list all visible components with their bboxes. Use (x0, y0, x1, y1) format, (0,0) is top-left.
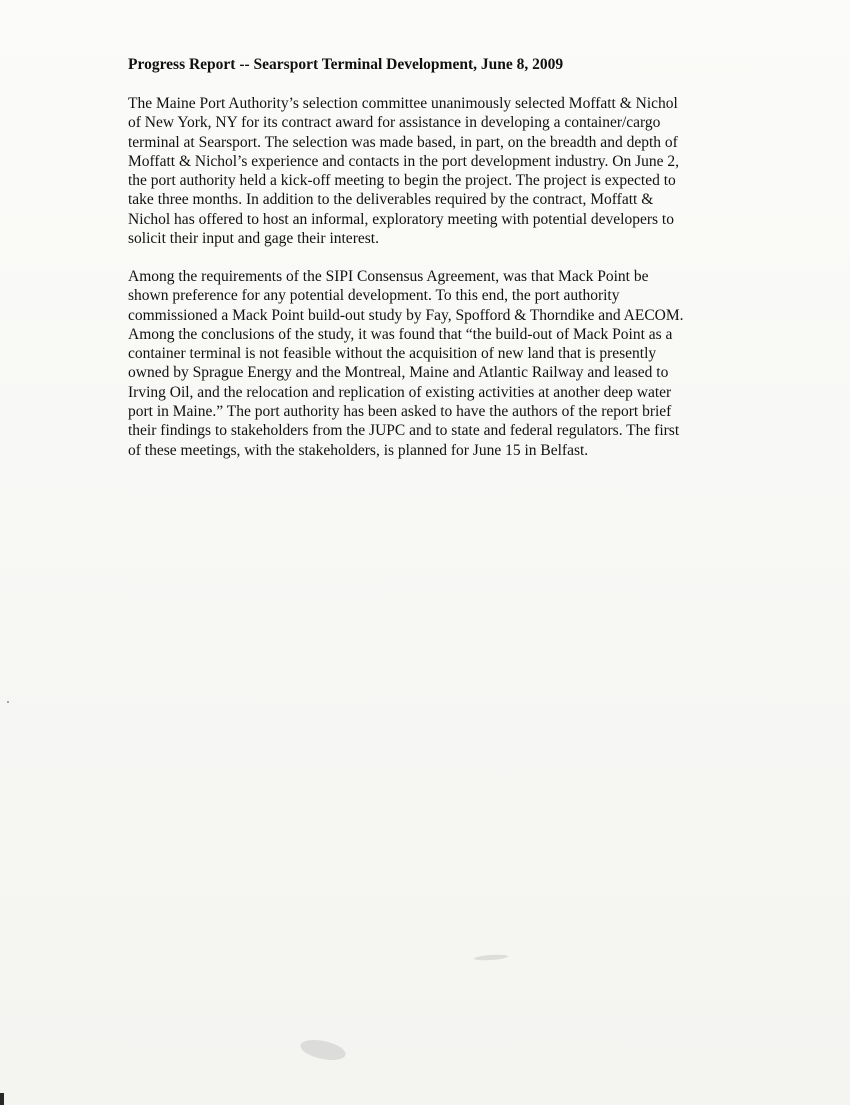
paragraph-line: owned by Sprague Energy and the Montreal, Maine and Atlantic Railway and leased to (128, 364, 669, 382)
paragraph-selection-committee (128, 94, 728, 248)
paragraph-line: Moffatt & Nichol’s experience and contacts in the port development industry. On June 2, (128, 152, 679, 170)
document-title: Progress Report -- Searsport Terminal Development, June 8, 2009 (128, 56, 564, 73)
paragraph-line: Among the requirements of the SIPI Consensus Agreement, was that Mack Point be (128, 268, 649, 285)
paragraph-line: Among the conclusions of the study, it was found that “the build-out of Mack Point as a (128, 325, 673, 343)
paragraph-line: take three months. In addition to the deliverables required by the contract, Moffatt & (128, 191, 654, 209)
paragraph-line: port in Maine.” The port authority has been asked to have the authors of the report brief (128, 403, 672, 421)
paragraph-line: container terminal is not feasible without the acquisition of new land that is presently (128, 345, 657, 363)
paragraph-line: shown preference for any potential development. To this end, the port authority (128, 287, 620, 305)
scan-edge-mark (0, 1093, 4, 1105)
paragraph-line: solicit their input and gage their interest. (128, 230, 379, 248)
paragraph-line: commissioned a Mack Point build-out study by Fay, Spofford & Thorndike and AECOM. (128, 306, 684, 324)
paragraph-line: terminal at Searsport. The selection was made based, in part, on the breadth and depth of (128, 133, 678, 151)
paragraph-line: Irving Oil, and the relocation and replication of existing activities at another deep water (128, 383, 672, 401)
scan-speck (7, 701, 9, 703)
scan-smudge (474, 954, 508, 961)
paragraph-line: the port authority held a kick-off meeting to begin the project. The project is expected to (128, 172, 676, 190)
paragraph-line: The Maine Port Authority’s selection committee unanimously selected Moffatt & Nichol (128, 95, 678, 112)
paragraph-line: their findings to stakeholders from the JUPC and to state and federal regulators. The first (128, 422, 680, 440)
scan-smudge (299, 1036, 348, 1063)
paragraph-line: of New York, NY for its contract award for assistance in developing a container/cargo (128, 114, 661, 132)
paragraph-line: of these meetings, with the stakeholders, is planned for June 15 in Belfast. (128, 441, 589, 459)
paragraph-sipi-agreement (128, 267, 728, 460)
paragraph-line: Nichol has offered to host an informal, exploratory meeting with potential developers to (128, 210, 674, 228)
